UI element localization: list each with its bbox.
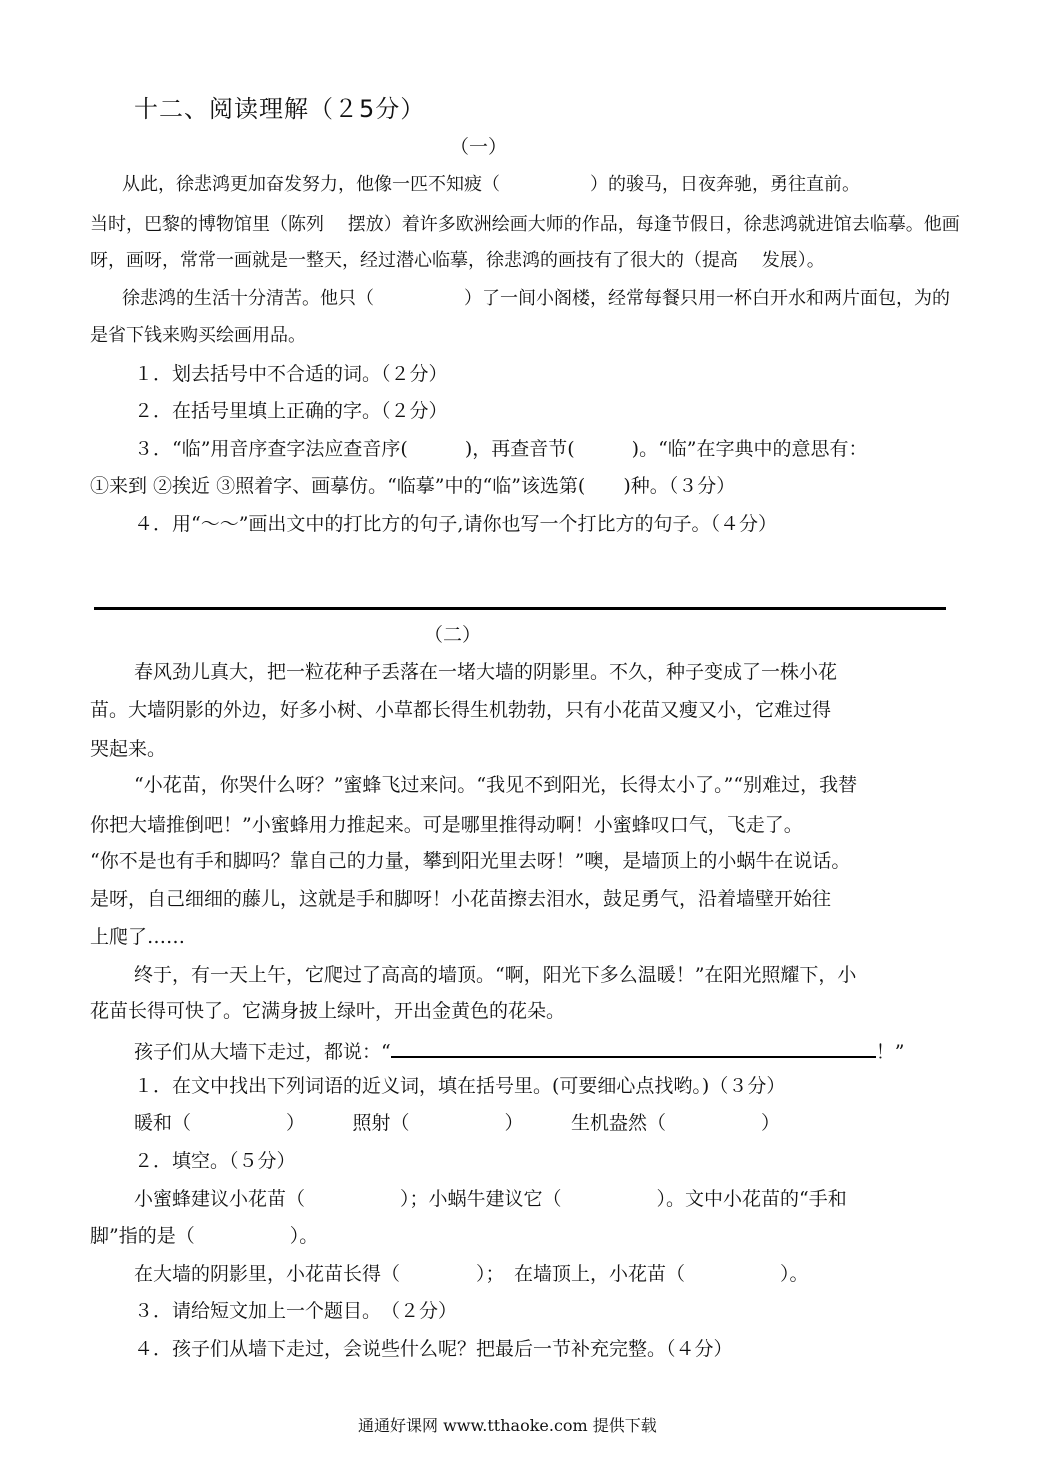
part2-question-2: ２．填空。（５分）: [134, 1150, 296, 1172]
passage1-line: 当时，巴黎的博物馆里（陈列 摆放）着许多欧洲绘画大师的作品，每逢节假日，徐悲鸿就进馆去临摹。他画: [90, 214, 960, 235]
part2-question-2-line2: 脚”指的是（ ）。: [90, 1225, 319, 1247]
part2-heading: （二）: [424, 624, 482, 646]
passage1-line: 从此，徐悲鸿更加奋发努力，他像一匹不知疲（ ）的骏马，日夜奔驰，勇往直前。: [122, 174, 860, 195]
part1-question-1: １．划去括号中不合适的词。（２分）: [134, 363, 448, 385]
kids-line-start: 孩子们从大墙下走过，都说：“: [134, 1041, 391, 1063]
part2-question-2-line1: 小蜜蜂建议小花苗（ ）；小蜗牛建议它（ ）。文中小花苗的“手和: [134, 1188, 847, 1210]
passage2-line: 哭起来。: [90, 738, 167, 760]
passage2-line: 花苗长得可快了。它满身披上绿叶，开出金黄色的花朵。: [90, 1000, 566, 1022]
passage1-line: 呀，画呀，常常一画就是一整天，经过潜心临摹，徐悲鸿的画技有了很大的（提高 发展）。: [90, 250, 825, 271]
answer-blank[interactable]: [391, 1036, 876, 1058]
part1-question-2: ２．在括号里填上正确的字。（２分）: [134, 400, 448, 422]
passage2-line: 苗。大墙阴影的外边，好多小树、小草都长得生机勃勃，只有小花苗又瘦又小，它难过得: [90, 699, 832, 721]
passage1-line: 徐悲鸿的生活十分清苦。他只（ ）了一间小阁楼，经常每餐只用一杯白开水和两片面包，为的: [122, 288, 950, 309]
passage1-line: 是省下钱来购买绘画用品。: [90, 325, 306, 346]
passage2-line: “你不是也有手和脚吗？靠自己的力量，攀到阳光里去呀！”噢，是墙顶上的小蜗牛在说话。: [90, 850, 851, 872]
part2-question-1: １．在文中找出下列词语的近义词，填在括号里。(可要细心点找哟。)（３分）: [134, 1075, 786, 1097]
passage2-line: 春风劲儿真大，把一粒花种子丢落在一堵大墙的阴影里。不久，种子变成了一株小花: [134, 661, 838, 683]
part2-question-2-line3: 在大墙的阴影里，小花苗长得（ ）； 在墙顶上，小花苗（ ）。: [134, 1263, 809, 1285]
part1-question-4: ４．用“～～”画出文中的打比方的句子,请你也写一个打比方的句子。（４分）: [134, 513, 777, 535]
part1-heading: （一）: [450, 136, 508, 158]
section-divider: [94, 607, 946, 610]
part1-question-3: ３．“临”用音序查字法应查音序( )，再查音节( )。“临”在字典中的意思有：: [134, 438, 868, 460]
part2-question-1-items: 暖和（ ） 照射（ ） 生机盎然（ ）: [134, 1112, 781, 1134]
passage2-line: 上爬了……: [90, 926, 186, 948]
part2-question-4: ４．孩子们从墙下走过，会说些什么呢？把最后一节补充完整。（４分）: [134, 1338, 733, 1360]
passage2-line: 是呀，自己细细的藤儿，这就是手和脚呀！小花苗擦去泪水，鼓足勇气，沿着墙壁开始往: [90, 888, 832, 910]
kids-fill-line: [134, 1036, 904, 1065]
part1-question-3-cont: ①来到 ②挨近 ③照着字、画摹仿。“临摹”中的“临”该选第( )种。（３分）: [90, 475, 736, 497]
passage2-line: “小花苗，你哭什么呀？”蜜蜂飞过来问。“我见不到阳光，长得太小了。”“别难过，我替: [134, 774, 858, 796]
passage2-line: 终于，有一天上午，它爬过了高高的墙顶。“啊，阳光下多么温暖！”在阳光照耀下，小: [134, 964, 857, 986]
section-title: 十二、阅读理解（２5分）: [134, 95, 426, 123]
kids-line-end: ！”: [875, 1041, 905, 1063]
passage2-line: 你把大墙推倒吧！”小蜜蜂用力推起来。可是哪里推得动啊！小蜜蜂叹口气，飞走了。: [90, 814, 803, 836]
part2-question-3: ３．请给短文加上一个题目。 （２分）: [134, 1300, 458, 1322]
footer-text: 通通好课网 www.tthaoke.com 提供下载: [358, 1416, 657, 1435]
